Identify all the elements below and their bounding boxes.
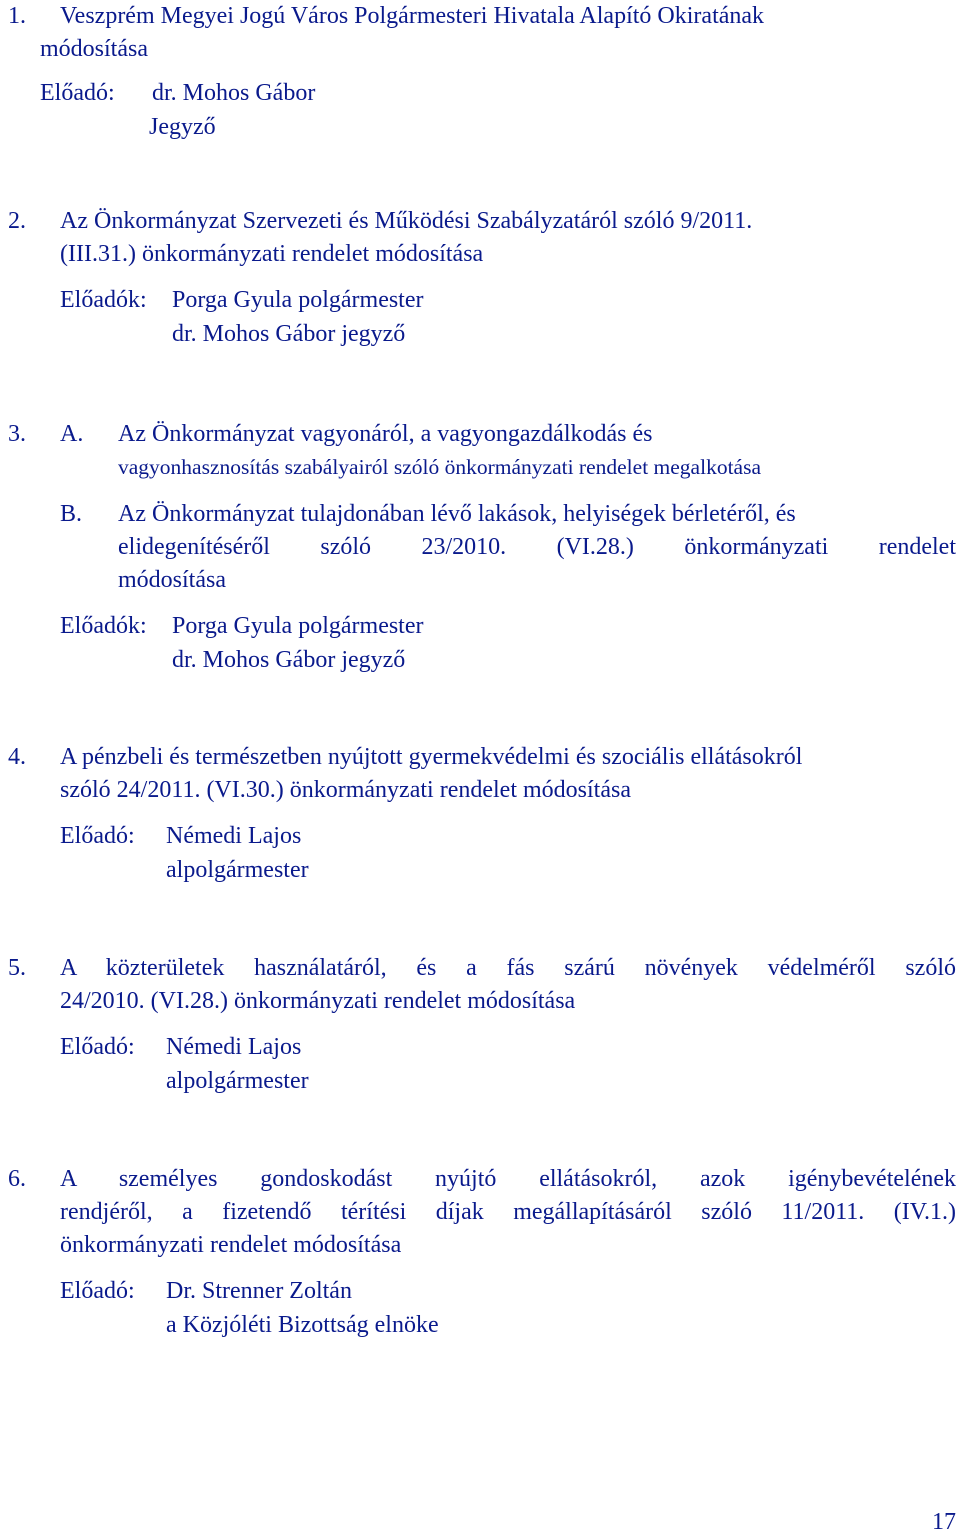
sub-item-line: Az Önkormányzat tulajdonában lévő lakások, helyiségek bérletéről, és (118, 501, 796, 527)
speaker-title: a Közjóléti Bizottság elnöke (166, 1312, 439, 1338)
speaker-label: Előadók: (60, 613, 147, 639)
speaker-name: Némedi Lajos (166, 1034, 302, 1060)
item-number: 2. (8, 208, 26, 234)
speaker-name: dr. Mohos Gábor (152, 80, 316, 106)
sub-item-a (8, 418, 956, 484)
sub-item-line: elidegenítéséről szóló 23/2010. (VI.28.) önkormányzati rendelet (118, 534, 956, 560)
speaker-block (60, 609, 956, 677)
item-title-line: szóló 24/2011. (VI.30.) önkormányzati rendelet módosítása (60, 777, 631, 803)
sub-item-label: A. (60, 421, 84, 447)
item-title-line: A pénzbeli és természetben nyújtott gyermekvédelmi és szociális ellátásokról (60, 744, 803, 770)
sub-item-label: B. (60, 501, 83, 527)
speaker-label: Előadó: (60, 1278, 135, 1304)
agenda-item-2 (8, 205, 956, 351)
sub-item-b (8, 498, 956, 597)
speaker-title: dr. Mohos Gábor jegyző (172, 647, 406, 673)
agenda-item-1 (8, 0, 956, 144)
speaker-block (60, 283, 956, 351)
item-number: 3. (8, 421, 26, 447)
item-number: 5. (8, 955, 26, 981)
agenda-item-5 (8, 952, 956, 1098)
agenda-item-6 (8, 1163, 956, 1342)
agenda-item-3 (8, 418, 956, 677)
agenda-item-4 (8, 741, 956, 887)
item-number: 6. (8, 1166, 26, 1192)
item-title-line: Veszprém Megyei Jogú Város Polgármesteri Hivatala Alapító Okiratának (60, 3, 765, 29)
page-number: 17 (932, 1509, 956, 1535)
speaker-label: Előadó: (40, 80, 115, 106)
speaker-block (60, 1030, 956, 1098)
speaker-block (60, 1274, 956, 1342)
speaker-block (40, 76, 956, 144)
item-title-line: Az Önkormányzat Szervezeti és Működési Szabályzatáról szóló 9/2011. (60, 208, 753, 234)
speaker-label: Előadó: (60, 1034, 135, 1060)
speaker-label: Előadó: (60, 823, 135, 849)
speaker-title: dr. Mohos Gábor jegyző (172, 321, 406, 347)
item-number: 4. (8, 744, 26, 770)
speaker-title: Jegyző (149, 114, 216, 140)
speaker-block (60, 819, 956, 887)
item-number: 1. (8, 3, 26, 29)
speaker-name: Porga Gyula polgármester (172, 287, 424, 313)
item-title-line: önkormányzati rendelet módosítása (60, 1232, 402, 1258)
item-title-line: 24/2010. (VI.28.) önkormányzati rendelet módosítása (60, 988, 576, 1014)
item-title-line: A személyes gondoskodást nyújtó ellátásokról, azok igénybevételének (60, 1166, 956, 1192)
sub-item-line: vagyonhasznosítás szabályairól szóló önkormányzati rendelet megalkotása (118, 455, 761, 479)
speaker-title: alpolgármester (166, 1068, 309, 1094)
sub-item-line: módosítása (118, 567, 226, 593)
item-title-line: A közterületek használatáról, és a fás szárú növények védelméről szóló (60, 955, 956, 981)
speaker-title: alpolgármester (166, 857, 309, 883)
speaker-name: Némedi Lajos (166, 823, 302, 849)
speaker-name: Porga Gyula polgármester (172, 613, 424, 639)
speaker-label: Előadók: (60, 287, 147, 313)
sub-item-line: Az Önkormányzat vagyonáról, a vagyongazdálkodás és (118, 421, 653, 447)
item-title-line: (III.31.) önkormányzati rendelet módosítása (60, 241, 484, 267)
speaker-name: Dr. Strenner Zoltán (166, 1278, 352, 1304)
item-title-line: rendjéről, a fizetendő térítési díjak megállapításáról szóló 11/2011. (IV.1.) (60, 1199, 956, 1225)
item-title-line: módosítása (40, 36, 148, 62)
